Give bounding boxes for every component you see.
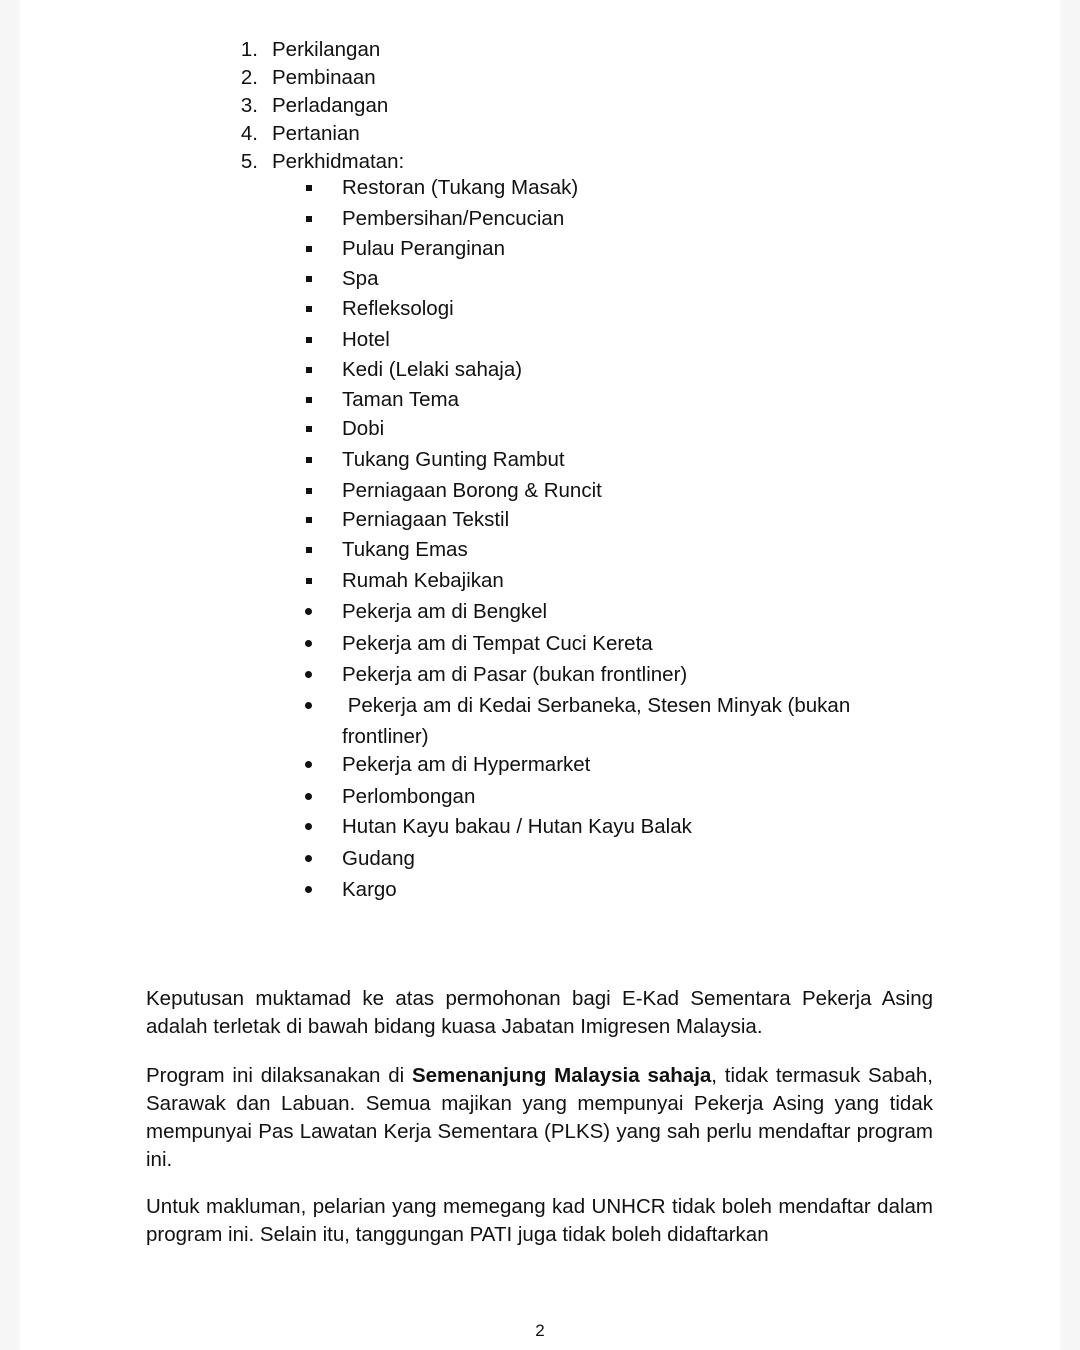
sublist-item-label: Pekerja am di Kedai Serbaneka, Stesen Minyak (bukan [342,694,851,717]
list-item-label: Perkilangan [272,38,381,61]
sublist-item-label: Taman Tema [342,388,459,411]
list-number: 5. [240,150,258,173]
sublist-item-label: Perniagaan Tekstil [342,508,510,531]
sublist-item-label: Gudang [342,847,415,870]
list-number: 3. [240,94,258,117]
sublist-item-label: Hutan Kayu bakau / Hutan Kayu Balak [342,815,692,838]
sublist-item-label: Pekerja am di Tempat Cuci Kereta [342,632,653,655]
document-page [20,0,1060,1350]
list-item-label: Pembinaan [272,66,376,89]
sublist-item-label: Tukang Gunting Rambut [342,448,565,471]
sublist-item-label: Pekerja am di Hypermarket [342,753,591,776]
paragraph-bold-text: Semenanjung Malaysia sahaja [411,1064,712,1087]
sublist-item-label: Perlombongan [342,785,476,808]
list-number: 4. [240,122,258,145]
sublist-item-label: Perniagaan Borong & Runcit [342,479,602,502]
sublist-item-label: Tukang Emas [342,538,468,561]
sublist-item-label: Rumah Kebajikan [342,569,504,592]
sublist-item-label: Pekerja am di Pasar (bukan frontliner) [342,663,688,686]
sublist-item-label: Hotel [342,328,390,351]
sublist-item-label: Pembersihan/Pencucian [342,207,565,230]
list-number: 2. [240,66,258,89]
sublist-item-label: Kargo [342,878,397,901]
list-number: 1. [240,38,258,61]
paragraph-text: Program ini dilaksanakan di [146,1064,412,1087]
paragraph-program-scope [146,1062,933,1174]
list-item-label: Perkhidmatan: [272,150,405,173]
sublist-item-label: Dobi [342,417,385,440]
sublist-item-label: Refleksologi [342,297,454,320]
paragraph-text: , tidak termasuk Sabah, Sarawak dan Labuan. Semua majikan yang mempunyai Pekerja Asing yang tidak mempunyai Pas Lawatan Kerja Sementara (PLKS) yang sah perlu mendaftar program ini. [146,1064,933,1171]
list-item-label: Perladangan [272,94,389,117]
sublist-item-label: Spa [342,267,379,290]
sublist-item-label: Pekerja am di Bengkel [342,600,548,623]
sublist-item-label: Pulau Peranginan [342,237,505,260]
sublist-item-label: Kedi (Lelaki sahaja) [342,358,523,381]
paragraph-final-decision: Keputusan muktamad ke atas permohonan bagi E-Kad Sementara Pekerja Asing adalah terletak di bawah bidang kuasa Jabatan Imigresen Malaysia. [146,987,933,1038]
sublist-item-label: frontliner) [342,725,429,748]
paragraph-unhcr-note: Untuk makluman, pelarian yang memegang kad UNHCR tidak boleh mendaftar dalam program ini. Selain itu, tanggungan PATI juga tidak boleh didaftarkan [146,1195,933,1246]
page-number: 2 [535,1321,545,1340]
sublist-item-label: Restoran (Tukang Masak) [342,176,579,199]
list-item-label: Pertanian [272,122,360,145]
